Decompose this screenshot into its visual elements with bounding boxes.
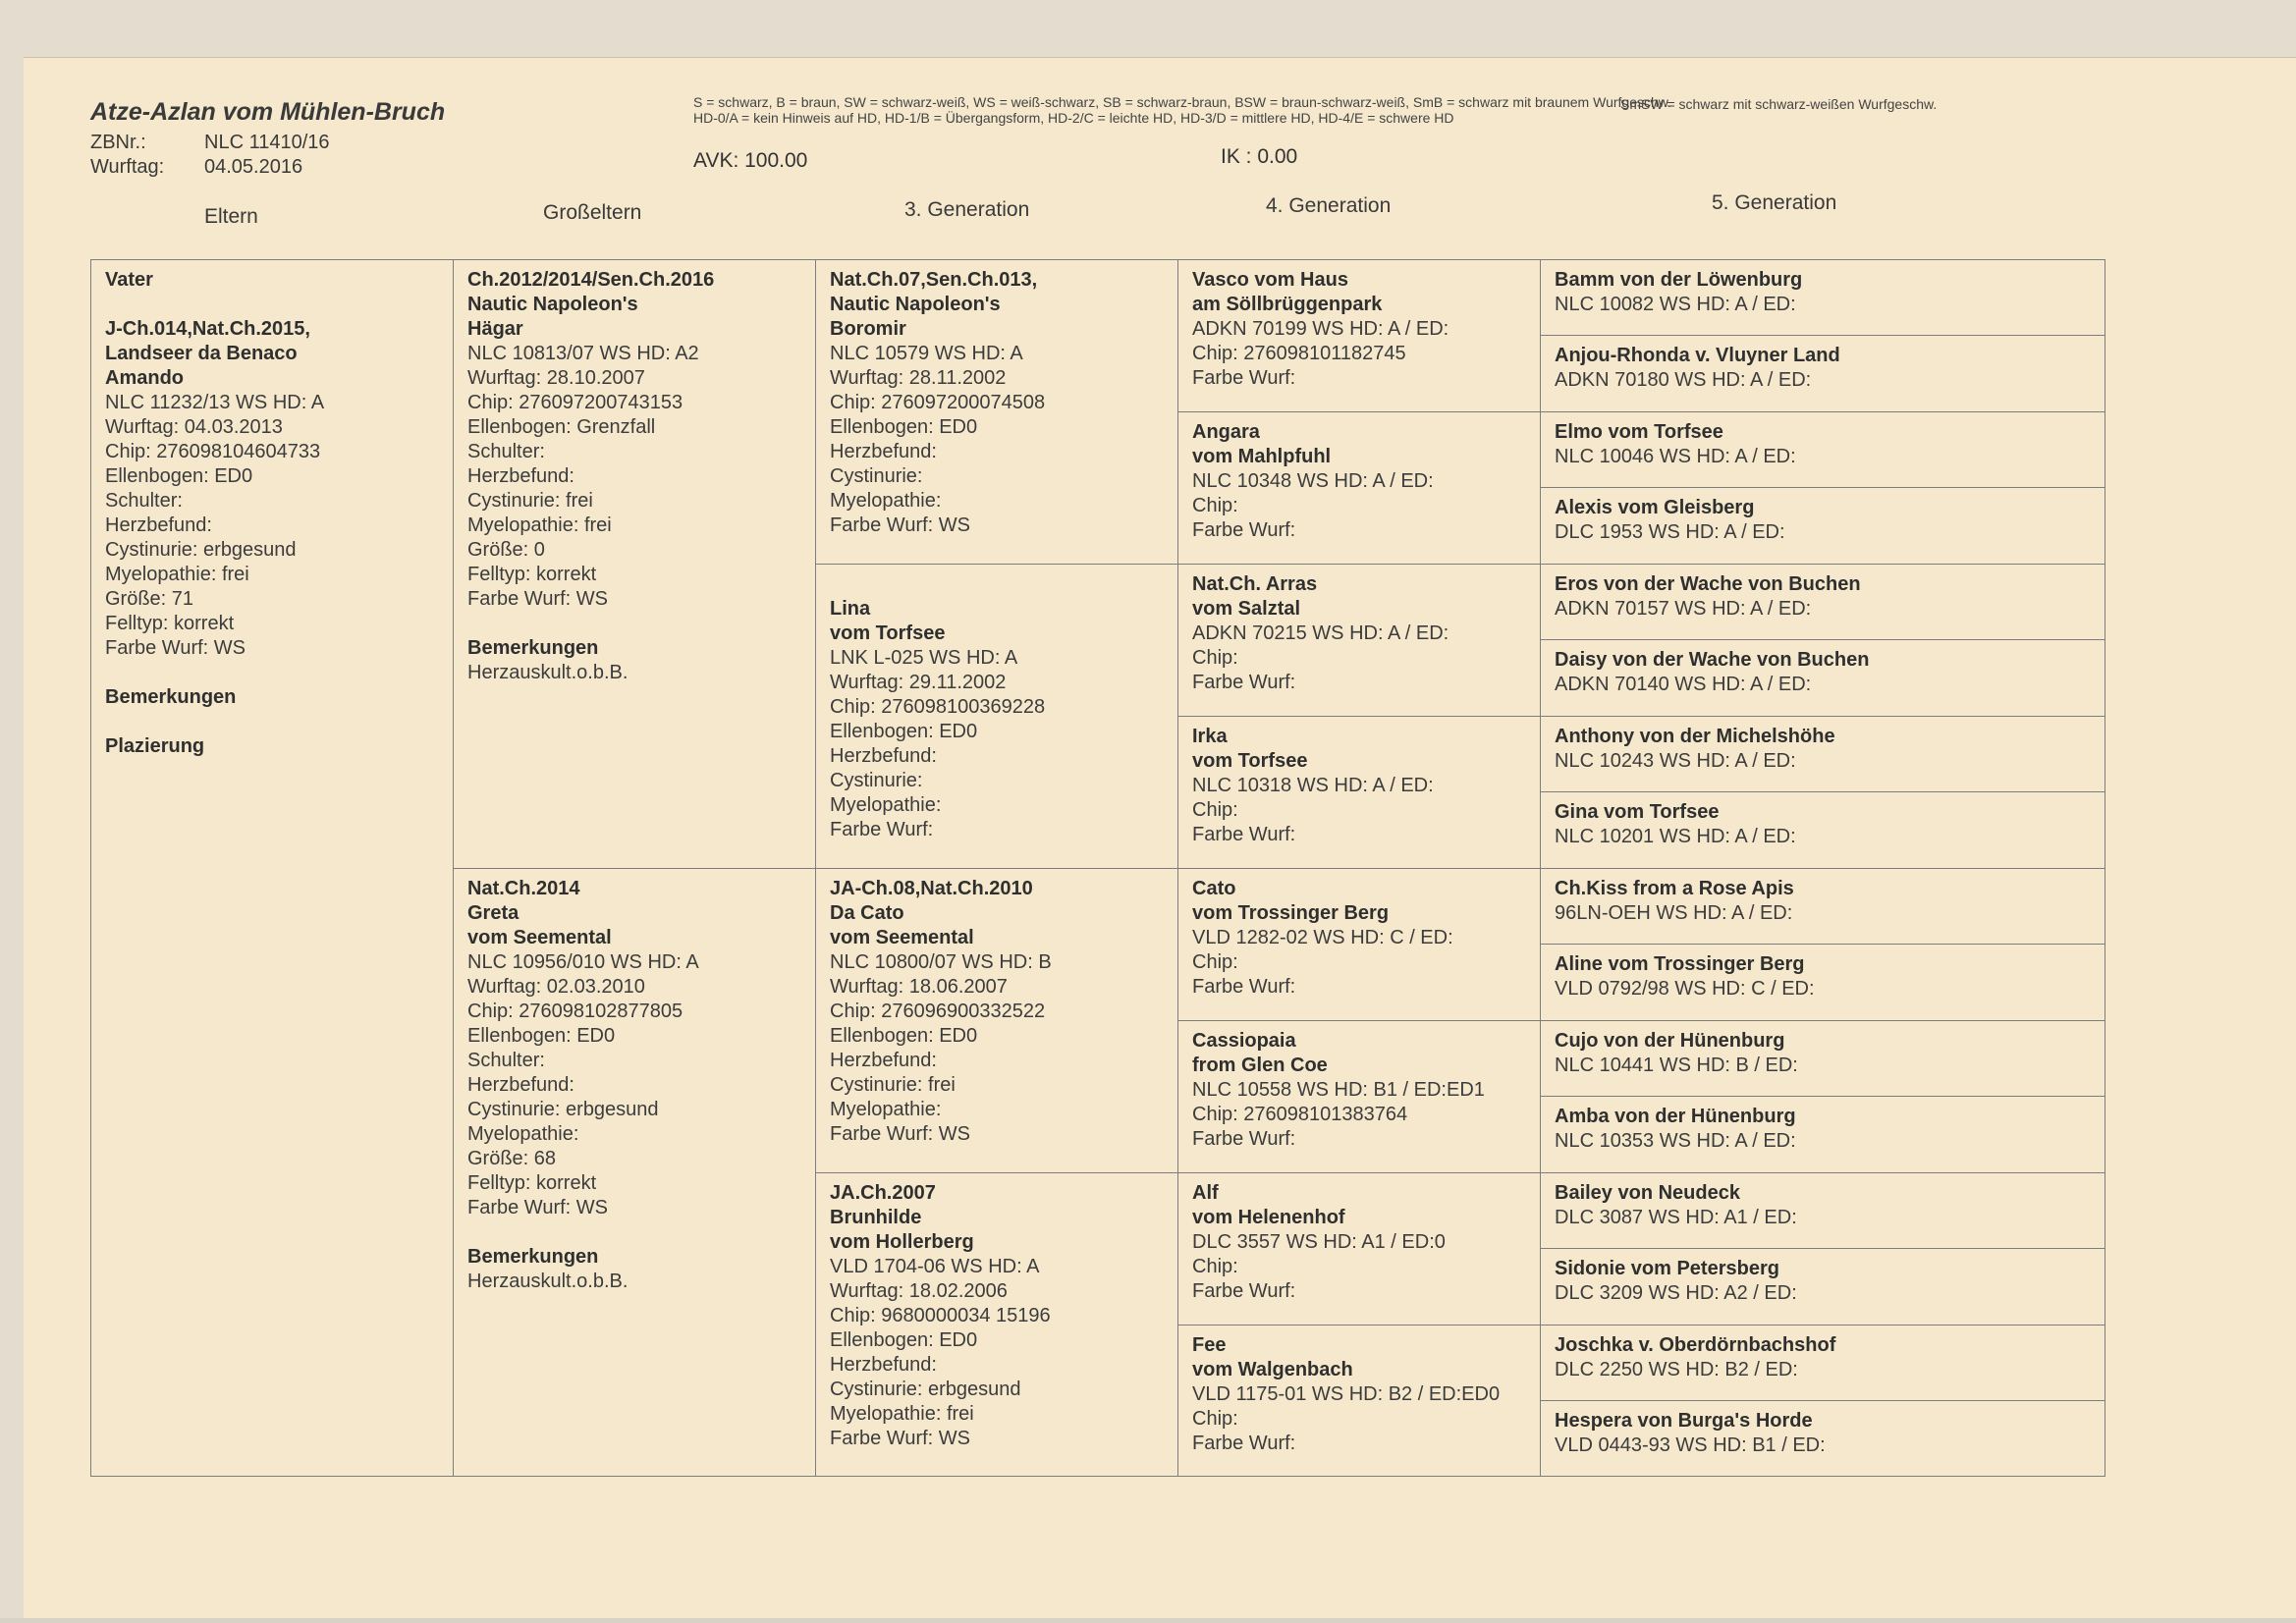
gen5-registration: DLC 3209 WS HD: A2 / ED:: [1555, 1282, 1797, 1304]
gen4-name-line1: Cato: [1192, 878, 1236, 899]
parent-name-line2: Amando: [105, 367, 184, 389]
gen5-name: Ch.Kiss from a Rose Apis: [1555, 878, 1794, 899]
grandparent-bemerkungen-text: Herzauskult.o.b.B.: [467, 1271, 629, 1292]
gen3-titles: Nat.Ch.07,Sen.Ch.013,: [830, 269, 1038, 291]
gen4-chip: Chip:: [1192, 951, 1238, 973]
gen4-name-line2: from Glen Coe: [1192, 1055, 1328, 1076]
gen4-cell-5: [1177, 868, 1541, 1021]
gen3-titles: JA.Ch.2007: [830, 1182, 936, 1204]
gen5-cell-9: [1540, 868, 2105, 945]
grandparent-registration: NLC 10813/07 WS HD: A2: [467, 343, 699, 364]
grandparent-bemerkungen-label: Bemerkungen: [467, 637, 599, 659]
hd-legend-line: HD-0/A = kein Hinweis auf HD, HD-1/B = Übergangsform, HD-2/C = leichte HD, HD-3/D = mittlere HD, HD-4/E = schwere HD: [693, 110, 1454, 126]
parent-bemerkungen-label: Bemerkungen: [105, 686, 237, 708]
grandparent-bemerkungen-text: Herzauskult.o.b.B.: [467, 662, 629, 683]
gen3-chip: Chip: 276096900332522: [830, 1001, 1046, 1022]
gen4-farbe-wurf: Farbe Wurf:: [1192, 519, 1296, 541]
gen4-name-line1: Vasco vom Haus: [1192, 269, 1348, 291]
gen3-cell-3: [815, 868, 1178, 1173]
gen4-registration: NLC 10348 WS HD: A / ED:: [1192, 470, 1434, 492]
gen4-name-line1: Nat.Ch. Arras: [1192, 573, 1318, 595]
gen4-name-line1: Angara: [1192, 421, 1260, 443]
gen3-registration: NLC 10800/07 WS HD: B: [830, 951, 1052, 973]
gen4-registration: DLC 3557 WS HD: A1 / ED:0: [1192, 1231, 1446, 1253]
gen5-cell-5: [1540, 564, 2105, 640]
gen3-herzbefund: Herzbefund:: [830, 1354, 937, 1376]
gen4-registration: ADKN 70199 WS HD: A / ED:: [1192, 318, 1449, 340]
column-header-eltern: Eltern: [204, 205, 258, 228]
gen5-name: Sidonie vom Petersberg: [1555, 1258, 1779, 1279]
gen3-chip: Chip: 276097200074508: [830, 392, 1046, 413]
gen5-registration: NLC 10201 WS HD: A / ED:: [1555, 826, 1796, 847]
gen3-herzbefund: Herzbefund:: [830, 1050, 937, 1071]
gen4-farbe-wurf: Farbe Wurf:: [1192, 1433, 1296, 1454]
grandparent-name-line2: Hägar: [467, 318, 523, 340]
gen3-chip: Chip: 9680000034 15196: [830, 1305, 1051, 1326]
grandparent-cystinurie: Cystinurie: erbgesund: [467, 1099, 659, 1120]
gen5-cell-8: [1540, 791, 2105, 869]
grandparent-schulter: Schulter:: [467, 441, 545, 462]
gen5-cell-10: [1540, 944, 2105, 1021]
parent-registration: NLC 11232/13 WS HD: A: [105, 392, 325, 413]
grandparent-groesse: Größe: 68: [467, 1148, 557, 1169]
gen5-registration: DLC 2250 WS HD: B2 / ED:: [1555, 1359, 1798, 1380]
pedigree-table: [90, 259, 2105, 1477]
gen3-ellenbogen: Ellenbogen: ED0: [830, 1329, 978, 1351]
gen3-name-line1: Nautic Napoleon's: [830, 294, 1001, 315]
gen3-cell-4: [815, 1172, 1178, 1477]
wurftag-label: Wurftag:: [90, 156, 165, 178]
gen4-name-line2: am Söllbrüggenpark: [1192, 294, 1383, 315]
gen3-name-line2: vom Torfsee: [830, 622, 946, 644]
gen5-name: Eros von der Wache von Buchen: [1555, 573, 1861, 595]
grandparent-schulter: Schulter:: [467, 1050, 545, 1071]
gen4-chip: Chip:: [1192, 495, 1238, 516]
gen4-chip: Chip: 276098101182745: [1192, 343, 1406, 364]
gen3-wurftag: Wurftag: 18.06.2007: [830, 976, 1008, 998]
gen4-cell-3: [1177, 564, 1541, 717]
gen3-herzbefund: Herzbefund:: [830, 745, 937, 767]
gen4-chip: Chip:: [1192, 1408, 1238, 1430]
parent-farbe-wurf: Farbe Wurf: WS: [105, 637, 246, 659]
column-header-grosseltern: Großeltern: [543, 201, 642, 224]
parent-ellenbogen: Ellenbogen: ED0: [105, 465, 253, 487]
grandparent-ellenbogen: Ellenbogen: Grenzfall: [467, 416, 656, 438]
gen3-myelopathie: Myelopathie:: [830, 794, 942, 816]
gen3-name-line2: Boromir: [830, 318, 906, 340]
gen5-registration: ADKN 70157 WS HD: A / ED:: [1555, 598, 1812, 620]
parent-cystinurie: Cystinurie: erbgesund: [105, 539, 297, 561]
gen4-chip: Chip:: [1192, 799, 1238, 821]
parent-wurftag: Wurftag: 04.03.2013: [105, 416, 283, 438]
parent-plazierung-label: Plazierung: [105, 735, 205, 757]
gen5-cell-11: [1540, 1020, 2105, 1097]
gen5-registration: DLC 3087 WS HD: A1 / ED:: [1555, 1207, 1797, 1228]
gen4-cell-8: [1177, 1325, 1541, 1477]
gen5-registration: VLD 0443-93 WS HD: B1 / ED:: [1555, 1434, 1826, 1456]
gen4-farbe-wurf: Farbe Wurf:: [1192, 672, 1296, 693]
gen4-farbe-wurf: Farbe Wurf:: [1192, 1280, 1296, 1302]
gen4-cell-6: [1177, 1020, 1541, 1173]
gen4-name-line1: Alf: [1192, 1182, 1219, 1204]
gen4-registration: VLD 1175-01 WS HD: B2 / ED:ED0: [1192, 1383, 1501, 1405]
gen4-chip: Chip: 276098101383764: [1192, 1104, 1408, 1125]
grandparent-farbe-wurf: Farbe Wurf: WS: [467, 588, 608, 610]
gen3-cystinurie: Cystinurie: frei: [830, 1074, 956, 1096]
gen5-registration: NLC 10046 WS HD: A / ED:: [1555, 446, 1796, 467]
gen3-registration: VLD 1704-06 WS HD: A: [830, 1256, 1040, 1277]
column-header-generation-5: 5. Generation: [1712, 191, 1837, 214]
gen3-name-line1: Brunhilde: [830, 1207, 922, 1228]
parent-schulter: Schulter:: [105, 490, 183, 512]
gen4-registration: NLC 10318 WS HD: A / ED:: [1192, 775, 1434, 796]
grandparent-cell-dam: [453, 868, 816, 1477]
parent-herzbefund: Herzbefund:: [105, 514, 212, 536]
gen4-name-line2: vom Mahlpfuhl: [1192, 446, 1332, 467]
page-bottom-edge: [0, 1618, 2296, 1623]
grandparent-name-line1: Greta: [467, 902, 519, 924]
gen3-cystinurie: Cystinurie:: [830, 770, 923, 791]
grandparent-groesse: Größe: 0: [467, 539, 545, 561]
gen3-registration: NLC 10579 WS HD: A: [830, 343, 1023, 364]
grandparent-myelopathie: Myelopathie: frei: [467, 514, 612, 536]
gen5-registration: NLC 10441 WS HD: B / ED:: [1555, 1055, 1798, 1076]
grandparent-chip: Chip: 276097200743153: [467, 392, 683, 413]
gen4-registration: ADKN 70215 WS HD: A / ED:: [1192, 622, 1449, 644]
gen3-myelopathie: Myelopathie:: [830, 1099, 942, 1120]
gen5-name: Aline vom Trossinger Berg: [1555, 953, 1805, 975]
grandparent-herzbefund: Herzbefund:: [467, 1074, 574, 1096]
grandparent-ellenbogen: Ellenbogen: ED0: [467, 1025, 616, 1047]
gen4-registration: VLD 1282-02 WS HD: C / ED:: [1192, 927, 1453, 948]
grandparent-felltyp: Felltyp: korrekt: [467, 564, 597, 585]
gen3-cell-2: [815, 564, 1178, 869]
gen4-farbe-wurf: Farbe Wurf:: [1192, 824, 1296, 845]
parent-name-line1: Landseer da Benaco: [105, 343, 298, 364]
gen4-registration: NLC 10558 WS HD: B1 / ED:ED1: [1192, 1079, 1485, 1101]
gen5-name: Gina vom Torfsee: [1555, 801, 1720, 823]
ik-value: IK : 0.00: [1221, 145, 1298, 168]
color-legend-continuation: SmSW = schwarz mit schwarz-weißen Wurfgeschw.: [1620, 96, 1938, 112]
gen3-ellenbogen: Ellenbogen: ED0: [830, 721, 978, 742]
gen3-name-line1: Da Cato: [830, 902, 904, 924]
gen3-farbe-wurf: Farbe Wurf: WS: [830, 1428, 970, 1449]
grandparent-titles: Ch.2012/2014/Sen.Ch.2016: [467, 269, 715, 291]
gen5-cell-4: [1540, 487, 2105, 565]
gen3-farbe-wurf: Farbe Wurf:: [830, 819, 934, 840]
gen5-name: Bailey von Neudeck: [1555, 1182, 1740, 1204]
gen5-name: Alexis vom Gleisberg: [1555, 497, 1755, 518]
wurftag-value: 04.05.2016: [204, 156, 303, 178]
gen3-name-line1: Lina: [830, 598, 871, 620]
gen5-registration: ADKN 70140 WS HD: A / ED:: [1555, 674, 1812, 695]
grandparent-bemerkungen-label: Bemerkungen: [467, 1246, 599, 1268]
gen5-name: Hespera von Burga's Horde: [1555, 1410, 1813, 1432]
zbnr-value: NLC 11410/16: [204, 132, 330, 153]
gen4-cell-2: [1177, 411, 1541, 565]
grandparent-name-line1: Nautic Napoleon's: [467, 294, 638, 315]
gen5-registration: VLD 0792/98 WS HD: C / ED:: [1555, 978, 1815, 1000]
gen3-farbe-wurf: Farbe Wurf: WS: [830, 514, 970, 536]
gen4-name-line2: vom Torfsee: [1192, 750, 1308, 772]
grandparent-wurftag: Wurftag: 02.03.2010: [467, 976, 645, 998]
gen3-ellenbogen: Ellenbogen: ED0: [830, 1025, 978, 1047]
parent-groesse: Größe: 71: [105, 588, 194, 610]
gen4-name-line2: vom Salztal: [1192, 598, 1301, 620]
gen3-registration: LNK L-025 WS HD: A: [830, 647, 1018, 669]
gen4-name-line2: vom Trossinger Berg: [1192, 902, 1390, 924]
gen3-cystinurie: Cystinurie: erbgesund: [830, 1379, 1021, 1400]
grandparent-chip: Chip: 276098102877805: [467, 1001, 683, 1022]
gen5-cell-12: [1540, 1096, 2105, 1173]
gen4-farbe-wurf: Farbe Wurf:: [1192, 1128, 1296, 1150]
gen5-cell-7: [1540, 716, 2105, 792]
grandparent-farbe-wurf: Farbe Wurf: WS: [467, 1197, 608, 1218]
parent-chip: Chip: 276098104604733: [105, 441, 321, 462]
gen5-registration: NLC 10353 WS HD: A / ED:: [1555, 1130, 1796, 1152]
gen3-name-line2: vom Hollerberg: [830, 1231, 974, 1253]
gen3-myelopathie: Myelopathie:: [830, 490, 942, 512]
gen5-name: Joschka v. Oberdörnbachshof: [1555, 1334, 1836, 1356]
gen5-name: Anthony von der Michelshöhe: [1555, 726, 1835, 747]
grandparent-titles: Nat.Ch.2014: [467, 878, 580, 899]
gen5-name: Amba von der Hünenburg: [1555, 1106, 1796, 1127]
gen3-titles: JA-Ch.08,Nat.Ch.2010: [830, 878, 1033, 899]
gen4-name-line1: Irka: [1192, 726, 1228, 747]
gen5-cell-13: [1540, 1172, 2105, 1249]
gen5-name: Daisy von der Wache von Buchen: [1555, 649, 1870, 671]
gen3-cell-1: [815, 259, 1178, 565]
gen4-name-line1: Cassiopaia: [1192, 1030, 1296, 1052]
gen3-ellenbogen: Ellenbogen: ED0: [830, 416, 978, 438]
gen4-chip: Chip:: [1192, 1256, 1238, 1277]
gen3-herzbefund: Herzbefund:: [830, 441, 937, 462]
grandparent-wurftag: Wurftag: 28.10.2007: [467, 367, 645, 389]
gen5-registration: ADKN 70180 WS HD: A / ED:: [1555, 369, 1812, 391]
gen5-cell-6: [1540, 639, 2105, 717]
gen4-cell-7: [1177, 1172, 1541, 1325]
gen5-name: Cujo von der Hünenburg: [1555, 1030, 1785, 1052]
gen4-name-line2: vom Helenenhof: [1192, 1207, 1345, 1228]
column-header-generation-4: 4. Generation: [1266, 194, 1392, 217]
gen5-cell-3: [1540, 411, 2105, 488]
grandparent-cell-sire: [453, 259, 816, 869]
gen5-registration: NLC 10082 WS HD: A / ED:: [1555, 294, 1796, 315]
parent-role-label: Vater: [105, 269, 153, 291]
gen5-name: Bamm von der Löwenburg: [1555, 269, 1803, 291]
gen5-cell-15: [1540, 1325, 2105, 1401]
gen5-registration: NLC 10243 WS HD: A / ED:: [1555, 750, 1796, 772]
zbnr-label: ZBNr.:: [90, 132, 146, 153]
grandparent-felltyp: Felltyp: korrekt: [467, 1172, 597, 1194]
gen4-farbe-wurf: Farbe Wurf:: [1192, 976, 1296, 998]
gen3-wurftag: Wurftag: 29.11.2002: [830, 672, 1007, 693]
grandparent-myelopathie: Myelopathie:: [467, 1123, 579, 1145]
gen5-cell-14: [1540, 1248, 2105, 1325]
gen4-name-line1: Fee: [1192, 1334, 1227, 1356]
gen3-myelopathie: Myelopathie: frei: [830, 1403, 974, 1425]
gen5-registration: DLC 1953 WS HD: A / ED:: [1555, 521, 1785, 543]
grandparent-herzbefund: Herzbefund:: [467, 465, 574, 487]
gen5-cell-16: [1540, 1400, 2105, 1477]
gen5-name: Anjou-Rhonda v. Vluyner Land: [1555, 345, 1840, 366]
gen3-cystinurie: Cystinurie:: [830, 465, 923, 487]
gen3-wurftag: Wurftag: 28.11.2002: [830, 367, 1007, 389]
avk-value: AVK: 100.00: [693, 149, 808, 172]
gen5-cell-2: [1540, 335, 2105, 412]
gen4-farbe-wurf: Farbe Wurf:: [1192, 367, 1296, 389]
gen3-wurftag: Wurftag: 18.02.2006: [830, 1280, 1008, 1302]
gen4-cell-4: [1177, 716, 1541, 869]
gen4-name-line2: vom Walgenbach: [1192, 1359, 1353, 1380]
gen4-chip: Chip:: [1192, 647, 1238, 669]
grandparent-name-line2: vom Seemental: [467, 927, 612, 948]
color-legend-line: S = schwarz, B = braun, SW = schwarz-weiß, WS = weiß-schwarz, SB = schwarz-braun, BSW = braun-schwarz-weiß, SmB = schwarz mit braunem Wurfgeschw.: [693, 94, 1671, 110]
gen4-cell-1: [1177, 259, 1541, 412]
parent-myelopathie: Myelopathie: frei: [105, 564, 249, 585]
parent-felltyp: Felltyp: korrekt: [105, 613, 235, 634]
parent-cell-vater: [90, 259, 454, 1477]
column-header-generation-3: 3. Generation: [904, 198, 1030, 221]
dog-name-title: Atze-Azlan vom Mühlen-Bruch: [90, 98, 446, 126]
gen5-registration: 96LN-OEH WS HD: A / ED:: [1555, 902, 1793, 924]
parent-titles: J-Ch.014,Nat.Ch.2015,: [105, 318, 310, 340]
gen3-chip: Chip: 276098100369228: [830, 696, 1046, 718]
gen3-farbe-wurf: Farbe Wurf: WS: [830, 1123, 970, 1145]
gen5-name: Elmo vom Torfsee: [1555, 421, 1723, 443]
grandparent-cystinurie: Cystinurie: frei: [467, 490, 593, 512]
grandparent-registration: NLC 10956/010 WS HD: A: [467, 951, 699, 973]
gen3-name-line2: vom Seemental: [830, 927, 974, 948]
gen5-cell-1: [1540, 259, 2105, 336]
